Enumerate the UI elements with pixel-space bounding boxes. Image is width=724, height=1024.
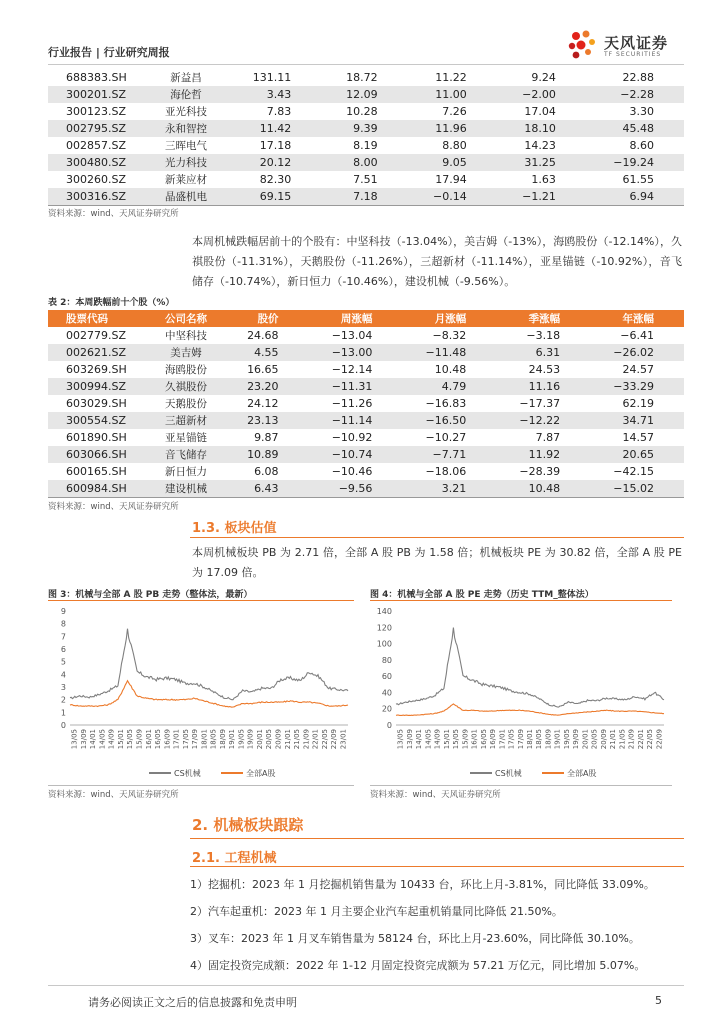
chart3-bottom-rule <box>48 785 354 786</box>
column-header: 年涨幅 <box>590 310 684 327</box>
x-tick-label: 17/01 <box>172 729 181 750</box>
company-name-cell: 永和智控 <box>146 120 226 137</box>
company-name-cell: 建设机械 <box>146 480 226 497</box>
value-cell: 3.21 <box>402 480 496 497</box>
company-name-cell: 新益昌 <box>170 72 202 84</box>
value-cell: 10.48 <box>434 363 467 376</box>
stock-code-cell: 300123.SZ <box>66 105 127 118</box>
table2-caption: 表 2：本周跌幅前十个股（%） <box>48 298 175 308</box>
y-tick-label: 140 <box>376 607 392 616</box>
value-cell: 3.43 <box>226 86 321 103</box>
x-tick-label: 13/09 <box>79 729 88 750</box>
section-2-1-title: 2.1. 工程机械 <box>192 851 277 866</box>
value-cell: 62.19 <box>622 397 654 410</box>
table-row <box>48 344 684 361</box>
value-cell: −10.74 <box>309 446 403 463</box>
company-name-cell: 音飞储存 <box>146 446 226 463</box>
chart3-source: 资料来源：wind、天风证券研究所 <box>48 790 179 800</box>
table-row <box>48 395 684 412</box>
value-cell: −18.06 <box>425 465 467 478</box>
stock-code-cell: 002795.SZ <box>48 120 146 137</box>
value-cell: 14.57 <box>622 431 654 444</box>
value-cell: 61.55 <box>622 173 654 186</box>
pb-trend-chart <box>48 587 354 787</box>
value-cell: −3.18 <box>526 329 561 342</box>
y-tick-label: 4 <box>60 670 66 680</box>
y-tick-label: 5 <box>60 657 66 667</box>
x-tick-label: 18/05 <box>209 729 218 750</box>
value-cell: 31.25 <box>497 154 586 171</box>
x-tick-label: 16/05 <box>479 729 488 750</box>
value-cell: −10.27 <box>425 431 467 444</box>
value-cell: −8.32 <box>432 329 467 342</box>
stock-code-cell: 300316.SZ <box>48 188 146 205</box>
valuation-paragraph: 本周机械板块 PB 为 2.71 倍，全部 A 股 PB 为 1.58 倍；机械板块 PE 为 30.82 倍，全部 A 股 PE 为 17.09 倍。 <box>192 546 682 579</box>
table-row <box>48 188 684 205</box>
footer-rule <box>48 985 684 986</box>
value-cell: −2.28 <box>586 86 684 103</box>
x-tick-label: 20/09 <box>599 729 608 750</box>
x-tick-label: 14/05 <box>424 729 433 750</box>
decliners-paragraph: 本周机械跌幅居前十的个股有：中坚科技（-13.04%），美吉姆（-13%），海鸥股份（-12.14%），久祺股份（-11.31%），天鹅股份（-11.26%），三超新材（-11.14%），亚星锚链（-10.92%），音飞储存（-10.74%），新日恒力（-10.46%），建设机械（-9.56%）。 <box>192 235 682 288</box>
value-cell: 1.63 <box>531 173 556 186</box>
value-cell: 8.19 <box>353 139 378 152</box>
x-tick-label: 21/01 <box>283 729 292 750</box>
value-cell: −6.41 <box>620 329 654 342</box>
value-cell: 10.48 <box>496 480 590 497</box>
value-cell: −15.02 <box>590 480 684 497</box>
x-tick-label: 22/05 <box>320 729 329 750</box>
x-tick-label: 17/05 <box>181 729 190 750</box>
y-tick-label: 80 <box>381 655 392 665</box>
table-row <box>48 69 684 86</box>
chart3-title: 图 3：机械与全部 A 股 PB 走势（整体法，最新） <box>48 590 253 600</box>
series-line-machinery <box>70 629 348 700</box>
value-cell: 16.65 <box>247 363 279 376</box>
value-cell: −2.00 <box>497 86 586 103</box>
x-tick-label: 21/05 <box>293 729 302 750</box>
x-tick-label: 21/01 <box>609 729 618 750</box>
value-cell: 20.12 <box>226 154 321 171</box>
x-tick-label: 17/09 <box>516 729 525 750</box>
value-cell: 10.89 <box>226 446 309 463</box>
series-line-all-a-shares <box>396 704 664 716</box>
x-tick-label: 20/05 <box>265 729 274 750</box>
x-tick-label: 14/09 <box>433 729 442 750</box>
value-cell: −42.15 <box>613 465 654 478</box>
company-name-cell: 中坚科技 <box>165 330 207 342</box>
top-decliners-table <box>48 310 684 498</box>
value-cell: 34.71 <box>590 412 684 429</box>
x-tick-label: 14/05 <box>98 729 107 750</box>
value-cell: −19.24 <box>586 154 684 171</box>
y-tick-label: 60 <box>381 672 392 682</box>
chart4-bottom-rule <box>370 785 672 786</box>
pb-chart-svg <box>48 603 354 783</box>
list-item-fixed-investment: 4）固定投资完成额：2022 年 1-12 月固定投资完成额为 57.21 万亿元，同比增加 5.07%。 <box>190 959 646 972</box>
company-name-cell: 美吉姆 <box>146 344 226 361</box>
company-name-cell: 海伦哲 <box>146 86 226 103</box>
company-name-cell: 新日恒力 <box>165 466 207 478</box>
table-row <box>48 327 684 344</box>
table-row <box>48 154 684 171</box>
y-tick-label: 7 <box>60 632 66 642</box>
value-cell: 20.65 <box>590 446 684 463</box>
column-header: 季涨幅 <box>496 310 590 327</box>
x-tick-label: 13/09 <box>405 729 414 750</box>
value-cell: 6.94 <box>586 188 684 205</box>
chart4-title: 图 4：机械与全部 A 股 PE 走势（历史 TTM_整体法） <box>370 590 594 600</box>
x-tick-label: 22/01 <box>311 729 320 750</box>
company-name-cell: 三超新材 <box>146 412 226 429</box>
value-cell: 7.26 <box>442 105 467 118</box>
value-cell: 7.18 <box>321 188 407 205</box>
value-cell: 22.88 <box>622 71 654 84</box>
table-row <box>48 412 684 429</box>
value-cell: 24.53 <box>528 363 561 376</box>
logo-text-en: TF SECURITIES <box>604 51 662 58</box>
value-cell: −12.14 <box>331 363 373 376</box>
stock-code-cell: 600984.SH <box>48 480 146 497</box>
table2-source: 资料来源：wind、天风证券研究所 <box>48 502 179 512</box>
chart3-title-rule <box>48 600 354 601</box>
column-header: 股价 <box>226 310 309 327</box>
company-name-cell: 亚星锚链 <box>165 432 207 444</box>
value-cell: 6.31 <box>496 344 590 361</box>
x-tick-label: 20/01 <box>581 729 590 750</box>
x-tick-label: 13/05 <box>70 729 79 750</box>
table-row <box>48 137 684 154</box>
x-tick-label: 18/09 <box>218 729 227 750</box>
value-cell: 11.96 <box>408 120 497 137</box>
value-cell: 23.13 <box>226 412 309 429</box>
value-cell: −13.04 <box>331 329 373 342</box>
value-cell: −7.71 <box>402 446 496 463</box>
x-tick-label: 13/05 <box>396 729 405 750</box>
x-tick-label: 19/01 <box>228 729 237 750</box>
table-row <box>48 378 684 395</box>
x-tick-label: 19/01 <box>553 729 562 750</box>
x-tick-label: 15/09 <box>135 729 144 750</box>
value-cell: 18.72 <box>346 71 378 84</box>
stock-code-cell: 688383.SH <box>66 71 127 84</box>
stock-code-cell: 603029.SH <box>66 397 127 410</box>
value-cell: 18.10 <box>497 120 586 137</box>
y-tick-label: 0 <box>60 721 66 730</box>
stock-code-cell: 300554.SZ <box>48 412 146 429</box>
table1-source: 资料来源：wind、天风证券研究所 <box>48 209 179 219</box>
list-item-excavator: 1）挖掘机：2023 年 1 月挖掘机销售量为 10433 台，环比上月-3.81%，同比降低 33.09%。 <box>190 878 655 891</box>
stock-code-cell: 300260.SZ <box>66 173 127 186</box>
stock-code-cell: 300994.SZ <box>48 378 146 395</box>
value-cell: 24.68 <box>247 329 279 342</box>
x-tick-label: 18/01 <box>526 729 534 750</box>
column-header: 公司名称 <box>146 310 226 327</box>
stock-code-cell: 300480.SZ <box>48 154 146 171</box>
table-row <box>48 171 684 188</box>
x-tick-label: 21/05 <box>618 729 627 750</box>
value-cell: 9.87 <box>254 431 279 444</box>
disclaimer-notice: 请务必阅读正文之后的信息披露和免责申明 <box>88 996 297 1009</box>
section-2-rule <box>190 838 684 839</box>
value-cell: 82.30 <box>259 173 292 186</box>
y-tick-label: 8 <box>60 619 66 629</box>
x-tick-label: 22/05 <box>646 729 655 750</box>
value-cell: 17.18 <box>259 139 292 152</box>
x-tick-label: 22/09 <box>330 729 339 750</box>
table-row <box>48 103 684 120</box>
value-cell: 7.87 <box>535 431 561 444</box>
x-tick-label: 19/09 <box>246 729 255 750</box>
company-name-cell: 晶盛机电 <box>146 188 226 205</box>
y-tick-label: 20 <box>381 704 392 714</box>
stock-code-cell: 002621.SZ <box>48 344 146 361</box>
pe-chart-svg <box>370 603 672 783</box>
series-line-all-a-shares <box>70 681 348 708</box>
value-cell: −17.37 <box>519 397 561 410</box>
value-cell: 24.57 <box>622 363 654 376</box>
y-tick-label: 0 <box>386 721 392 730</box>
value-cell: 9.05 <box>408 154 497 171</box>
x-tick-label: 17/05 <box>507 729 516 750</box>
value-cell: 3.30 <box>629 105 654 118</box>
x-tick-label: 18/05 <box>535 729 544 750</box>
value-cell: 12.09 <box>321 86 407 103</box>
value-cell: −13.00 <box>309 344 403 361</box>
value-cell: −10.92 <box>331 431 373 444</box>
list-item-forklift: 3）叉车：2023 年 1 月叉车销售量为 58124 台，环比上月-23.60%，同比降低 30.10%。 <box>190 932 640 945</box>
y-tick-label: 120 <box>376 623 392 633</box>
legend-label: CS机械 <box>495 769 522 778</box>
x-tick-label: 16/01 <box>144 729 153 750</box>
column-header: 月涨幅 <box>402 310 496 327</box>
table-row <box>48 361 684 378</box>
x-tick-label: 15/09 <box>461 729 470 750</box>
top-gainers-table <box>48 69 684 206</box>
value-cell: 10.28 <box>346 105 378 118</box>
value-cell: −28.39 <box>519 465 561 478</box>
column-header: 周涨幅 <box>309 310 403 327</box>
y-tick-label: 6 <box>60 645 66 654</box>
legend-label: 全部A股 <box>246 769 276 778</box>
y-tick-label: 3 <box>60 683 66 692</box>
company-name-cell: 光力科技 <box>146 154 226 171</box>
x-tick-label: 15/01 <box>116 729 125 750</box>
value-cell: −11.48 <box>402 344 496 361</box>
x-tick-label: 15/05 <box>126 729 135 750</box>
logo-text-cn: 天风证券 <box>604 34 669 52</box>
value-cell: 11.42 <box>226 120 321 137</box>
y-tick-label: 100 <box>376 639 392 649</box>
x-tick-label: 20/09 <box>274 729 283 750</box>
table-row <box>48 463 684 480</box>
stock-code-cell: 300201.SZ <box>48 86 146 103</box>
company-name-cell: 久祺股份 <box>146 378 226 395</box>
y-tick-label: 1 <box>60 708 66 718</box>
value-cell: 11.00 <box>408 86 497 103</box>
section-1-3-rule <box>190 537 684 538</box>
stock-code-cell: 603066.SH <box>48 446 146 463</box>
value-cell: −0.14 <box>408 188 497 205</box>
x-tick-label: 17/09 <box>191 729 200 750</box>
value-cell: −10.46 <box>331 465 373 478</box>
value-cell: 7.83 <box>266 105 292 118</box>
value-cell: 8.60 <box>629 139 654 152</box>
table-row <box>48 429 684 446</box>
value-cell: 23.20 <box>226 378 309 395</box>
value-cell: 131.11 <box>252 71 292 84</box>
table-row <box>48 120 684 137</box>
report-type-title: 行业报告 | 行业研究周报 <box>48 46 170 59</box>
x-tick-label: 19/05 <box>562 729 571 750</box>
table-row <box>48 86 684 103</box>
x-tick-label: 23/01 <box>339 729 348 750</box>
x-tick-label: 18/09 <box>544 729 553 750</box>
value-cell: −11.14 <box>309 412 403 429</box>
x-tick-label: 20/01 <box>255 729 264 750</box>
value-cell: 4.55 <box>226 344 309 361</box>
x-tick-label: 16/01 <box>470 729 479 750</box>
x-tick-label: 14/01 <box>89 729 98 750</box>
x-tick-label: 22/01 <box>636 729 645 750</box>
x-tick-label: 14/09 <box>107 729 116 750</box>
value-cell: −12.22 <box>496 412 590 429</box>
x-tick-label: 21/09 <box>302 729 311 750</box>
x-tick-label: 17/01 <box>498 729 507 750</box>
x-tick-label: 15/05 <box>452 729 461 750</box>
pe-trend-chart <box>370 587 672 787</box>
x-tick-label: 22/09 <box>655 729 664 750</box>
table-row <box>48 480 684 497</box>
value-cell: 11.16 <box>496 378 590 395</box>
company-name-cell: 亚光科技 <box>165 106 207 118</box>
table-row <box>48 446 684 463</box>
value-cell: 6.43 <box>226 480 309 497</box>
x-tick-label: 19/09 <box>572 729 581 750</box>
value-cell: 8.00 <box>321 154 407 171</box>
x-tick-label: 14/01 <box>415 729 424 750</box>
value-cell: −11.31 <box>309 378 403 395</box>
x-tick-label: 18/01 <box>200 729 209 750</box>
x-tick-label: 16/09 <box>163 729 172 750</box>
section-2-1-rule <box>190 866 684 867</box>
series-line-machinery <box>396 628 664 708</box>
x-tick-label: 21/09 <box>627 729 636 750</box>
company-name-cell: 海鸥股份 <box>165 364 207 376</box>
page-number: 5 <box>655 994 662 1007</box>
value-cell: 69.15 <box>226 188 321 205</box>
stock-code-cell: 600165.SH <box>66 465 127 478</box>
x-tick-label: 16/05 <box>154 729 163 750</box>
stock-code-cell: 603269.SH <box>66 363 127 376</box>
value-cell: 17.04 <box>524 105 556 118</box>
legend-label: 全部A股 <box>567 769 597 778</box>
y-tick-label: 40 <box>381 688 392 698</box>
value-cell: −33.29 <box>590 378 684 395</box>
value-cell: 8.80 <box>442 139 467 152</box>
y-tick-label: 2 <box>60 695 66 705</box>
value-cell: −1.21 <box>497 188 586 205</box>
value-cell: 24.12 <box>247 397 279 410</box>
company-name-cell: 天鹅股份 <box>165 398 207 410</box>
value-cell: 11.22 <box>435 71 467 84</box>
stock-code-cell: 601890.SH <box>66 431 127 444</box>
section-2-title: 2. 机械板块跟踪 <box>192 816 304 834</box>
value-cell: −11.26 <box>331 397 373 410</box>
table-header-row <box>48 310 684 327</box>
chart4-title-rule <box>370 600 672 601</box>
x-tick-label: 20/05 <box>590 729 599 750</box>
chart4-source: 资料来源：wind、天风证券研究所 <box>370 790 501 800</box>
stock-code-cell: 002779.SZ <box>66 329 127 342</box>
column-header: 股票代码 <box>48 310 146 327</box>
value-cell: −26.02 <box>590 344 684 361</box>
x-tick-label: 16/09 <box>489 729 498 750</box>
list-item-crane: 2）汽车起重机：2023 年 1 月主要企业汽车起重机销量同比降低 21.50%。 <box>190 905 563 918</box>
company-name-cell: 三晖电气 <box>165 140 207 152</box>
legend-label: CS机械 <box>174 769 201 778</box>
value-cell: 17.94 <box>435 173 467 186</box>
value-cell: 6.08 <box>254 465 279 478</box>
tf-securities-logo <box>564 28 684 64</box>
stock-code-cell: 002857.SZ <box>66 139 127 152</box>
value-cell: 4.79 <box>402 378 496 395</box>
value-cell: 9.39 <box>321 120 407 137</box>
y-tick-label: 9 <box>60 607 66 616</box>
value-cell: 14.23 <box>524 139 556 152</box>
page-header <box>48 28 684 66</box>
header-divider <box>48 64 684 65</box>
company-name-cell: 新莱应材 <box>165 174 207 186</box>
value-cell: 7.51 <box>353 173 378 186</box>
value-cell: −16.50 <box>402 412 496 429</box>
value-cell: −9.56 <box>309 480 403 497</box>
logo-flower-icon <box>564 28 600 62</box>
x-tick-label: 15/01 <box>442 729 451 750</box>
value-cell: −16.83 <box>425 397 467 410</box>
value-cell: 9.24 <box>531 71 556 84</box>
value-cell: 11.92 <box>496 446 590 463</box>
x-tick-label: 19/05 <box>237 729 246 750</box>
section-1-3-title: 1.3. 板块估值 <box>192 521 277 536</box>
value-cell: 45.48 <box>586 120 684 137</box>
